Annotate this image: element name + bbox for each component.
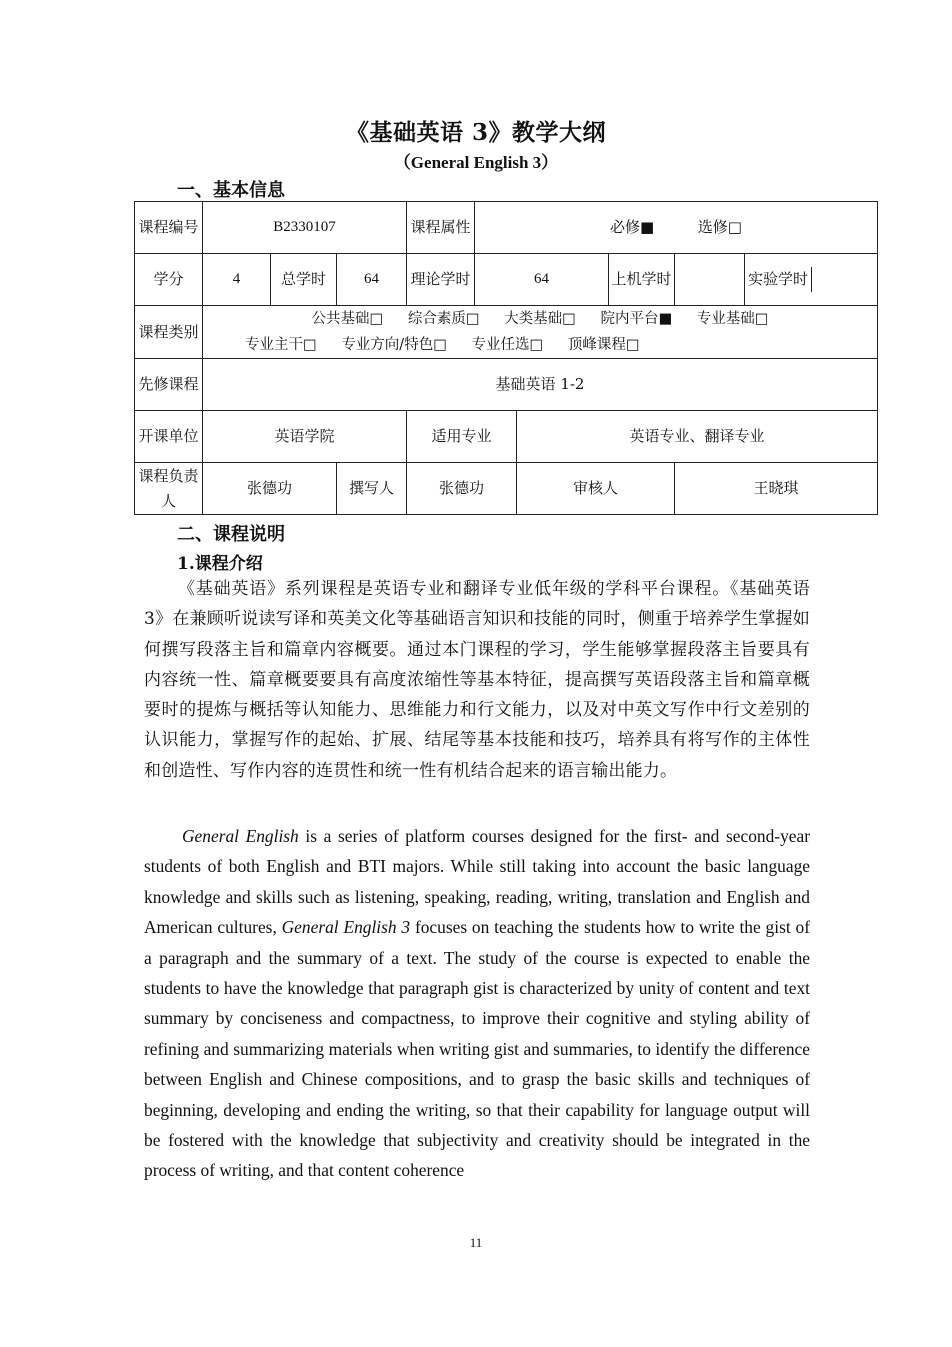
category-option: 院内平台■: [600, 311, 673, 327]
table-row: [135, 202, 878, 254]
document-title: 《基础英语 3》教学大纲: [345, 119, 606, 146]
dept-value: 英语学院: [203, 411, 407, 463]
elective-option: 选修□: [697, 218, 742, 236]
writer-value: 张德功: [407, 463, 517, 515]
total-hours-label: 总学时: [271, 254, 337, 306]
category-option: 专业方向/特色□: [341, 337, 447, 353]
section-heading-basic-info: 一、基本信息: [177, 180, 285, 201]
reviewer-label: 审核人: [517, 463, 675, 515]
table-row: [135, 359, 878, 411]
subheading-course-intro: 1.课程介绍: [177, 554, 263, 574]
course-nature-value: [475, 202, 878, 254]
leader-label: 课程负责人: [135, 463, 203, 515]
required-option: 必修■: [610, 218, 655, 236]
category-option: 大类基础□: [504, 311, 576, 327]
course-code-value: B2330107: [203, 202, 407, 254]
course-code-label: 课程编号: [135, 202, 203, 254]
majors-value: 英语专业、翻译专业: [517, 411, 878, 463]
category-option: 顶峰课程□: [567, 337, 640, 353]
course-nature-label: 课程属性: [407, 202, 475, 254]
leader-value: 张德功: [203, 463, 337, 515]
credit-label: 学分: [135, 254, 203, 306]
table-row: [135, 306, 878, 359]
category-option: 专业基础□: [696, 311, 769, 327]
course-name-italic: General English 3: [281, 917, 411, 938]
course-category-label: 课程类别: [135, 306, 203, 359]
intro-paragraph-english: [144, 821, 810, 1186]
theory-hours-value: 64: [475, 254, 609, 306]
reviewer-value: 王晓琪: [675, 463, 878, 515]
computer-hours-label: 上机学时: [609, 254, 675, 306]
category-line-1: [203, 306, 877, 332]
category-option: 专业任选□: [471, 337, 544, 353]
table-row: [135, 463, 878, 515]
dept-label: 开课单位: [135, 411, 203, 463]
theory-hours-label: 理论学时: [407, 254, 475, 306]
table-row: [135, 254, 878, 306]
basic-info-table: [134, 201, 878, 515]
page-number: 11: [469, 1235, 483, 1250]
course-category-value: [203, 306, 878, 359]
table-row: [135, 411, 878, 463]
intro-paragraph-chinese: 《基础英语》系列课程是英语专业和翻译专业低年级的学科平台课程。《基础英语 3》在兼顾听说读写译和英美文化等基础语言知识和技能的同时，侧重于培养学生掌握如何撰写段落主旨和篇章内容概要。通过本门课程的学习，学生能够掌握段落主旨要具有内容统一性、篇章概要要具有高度浓缩性等基本特征，提高撰写英语段落主旨和篇章概要时的提炼与概括等认知能力、思维能力和行文能力，以及对中英文写作中行文差别的认识能力，掌握写作的起始、扩展、结尾等基本技能和技巧，培养具有将写作的主体性和创造性、写作内容的连贯性和统一性有机结合起来的语言输出能力。: [144, 579, 810, 781]
category-option: 专业主干□: [245, 337, 317, 353]
writer-label: 撰写人: [337, 463, 407, 515]
prereq-label: 先修课程: [135, 359, 203, 411]
majors-label: 适用专业: [407, 411, 517, 463]
category-line-2: [203, 332, 877, 358]
course-name-italic: General English: [182, 826, 299, 846]
paragraph-text: is a series of platform courses designed for the first- and second-year students of both English and BTI majors. While still taking into account the basic language knowledge and skills such as listening, speaking, reading, writing, translation and English and American cultures,: [144, 826, 810, 938]
section-heading-course-description: 二、课程说明: [177, 524, 285, 545]
computer-hours-value: [675, 254, 745, 306]
document-subtitle: （General English 3）: [393, 153, 559, 172]
category-option: 公共基础□: [311, 311, 384, 327]
credit-value: 4: [203, 254, 271, 306]
lab-hours-cell: [745, 254, 878, 306]
total-hours-value: 64: [337, 254, 407, 306]
paragraph-text: focuses on teaching the students how to write the gist of a paragraph and the summary of a text. The study of the course is expected to enable the students to have the knowledge that paragraph gist is characterized by unity of content and text summary by conciseness and compactness, to improve their cognitive and styling ability of refining and summarizing materials when writing gist and summaries, to identify the difference between English and Chinese compositions, and to grasp the basic skills and techniques of beginning, developing and ending the writing, so that their capability for language output will be fostered with the knowledge that subjectivity and creativity should be integrated in the process of writing, and that content coherence: [144, 917, 810, 1181]
lab-hours-label: 实验学时: [745, 267, 812, 292]
prereq-value: 基础英语 1-2: [203, 359, 878, 411]
category-option: 综合素质□: [407, 311, 480, 327]
